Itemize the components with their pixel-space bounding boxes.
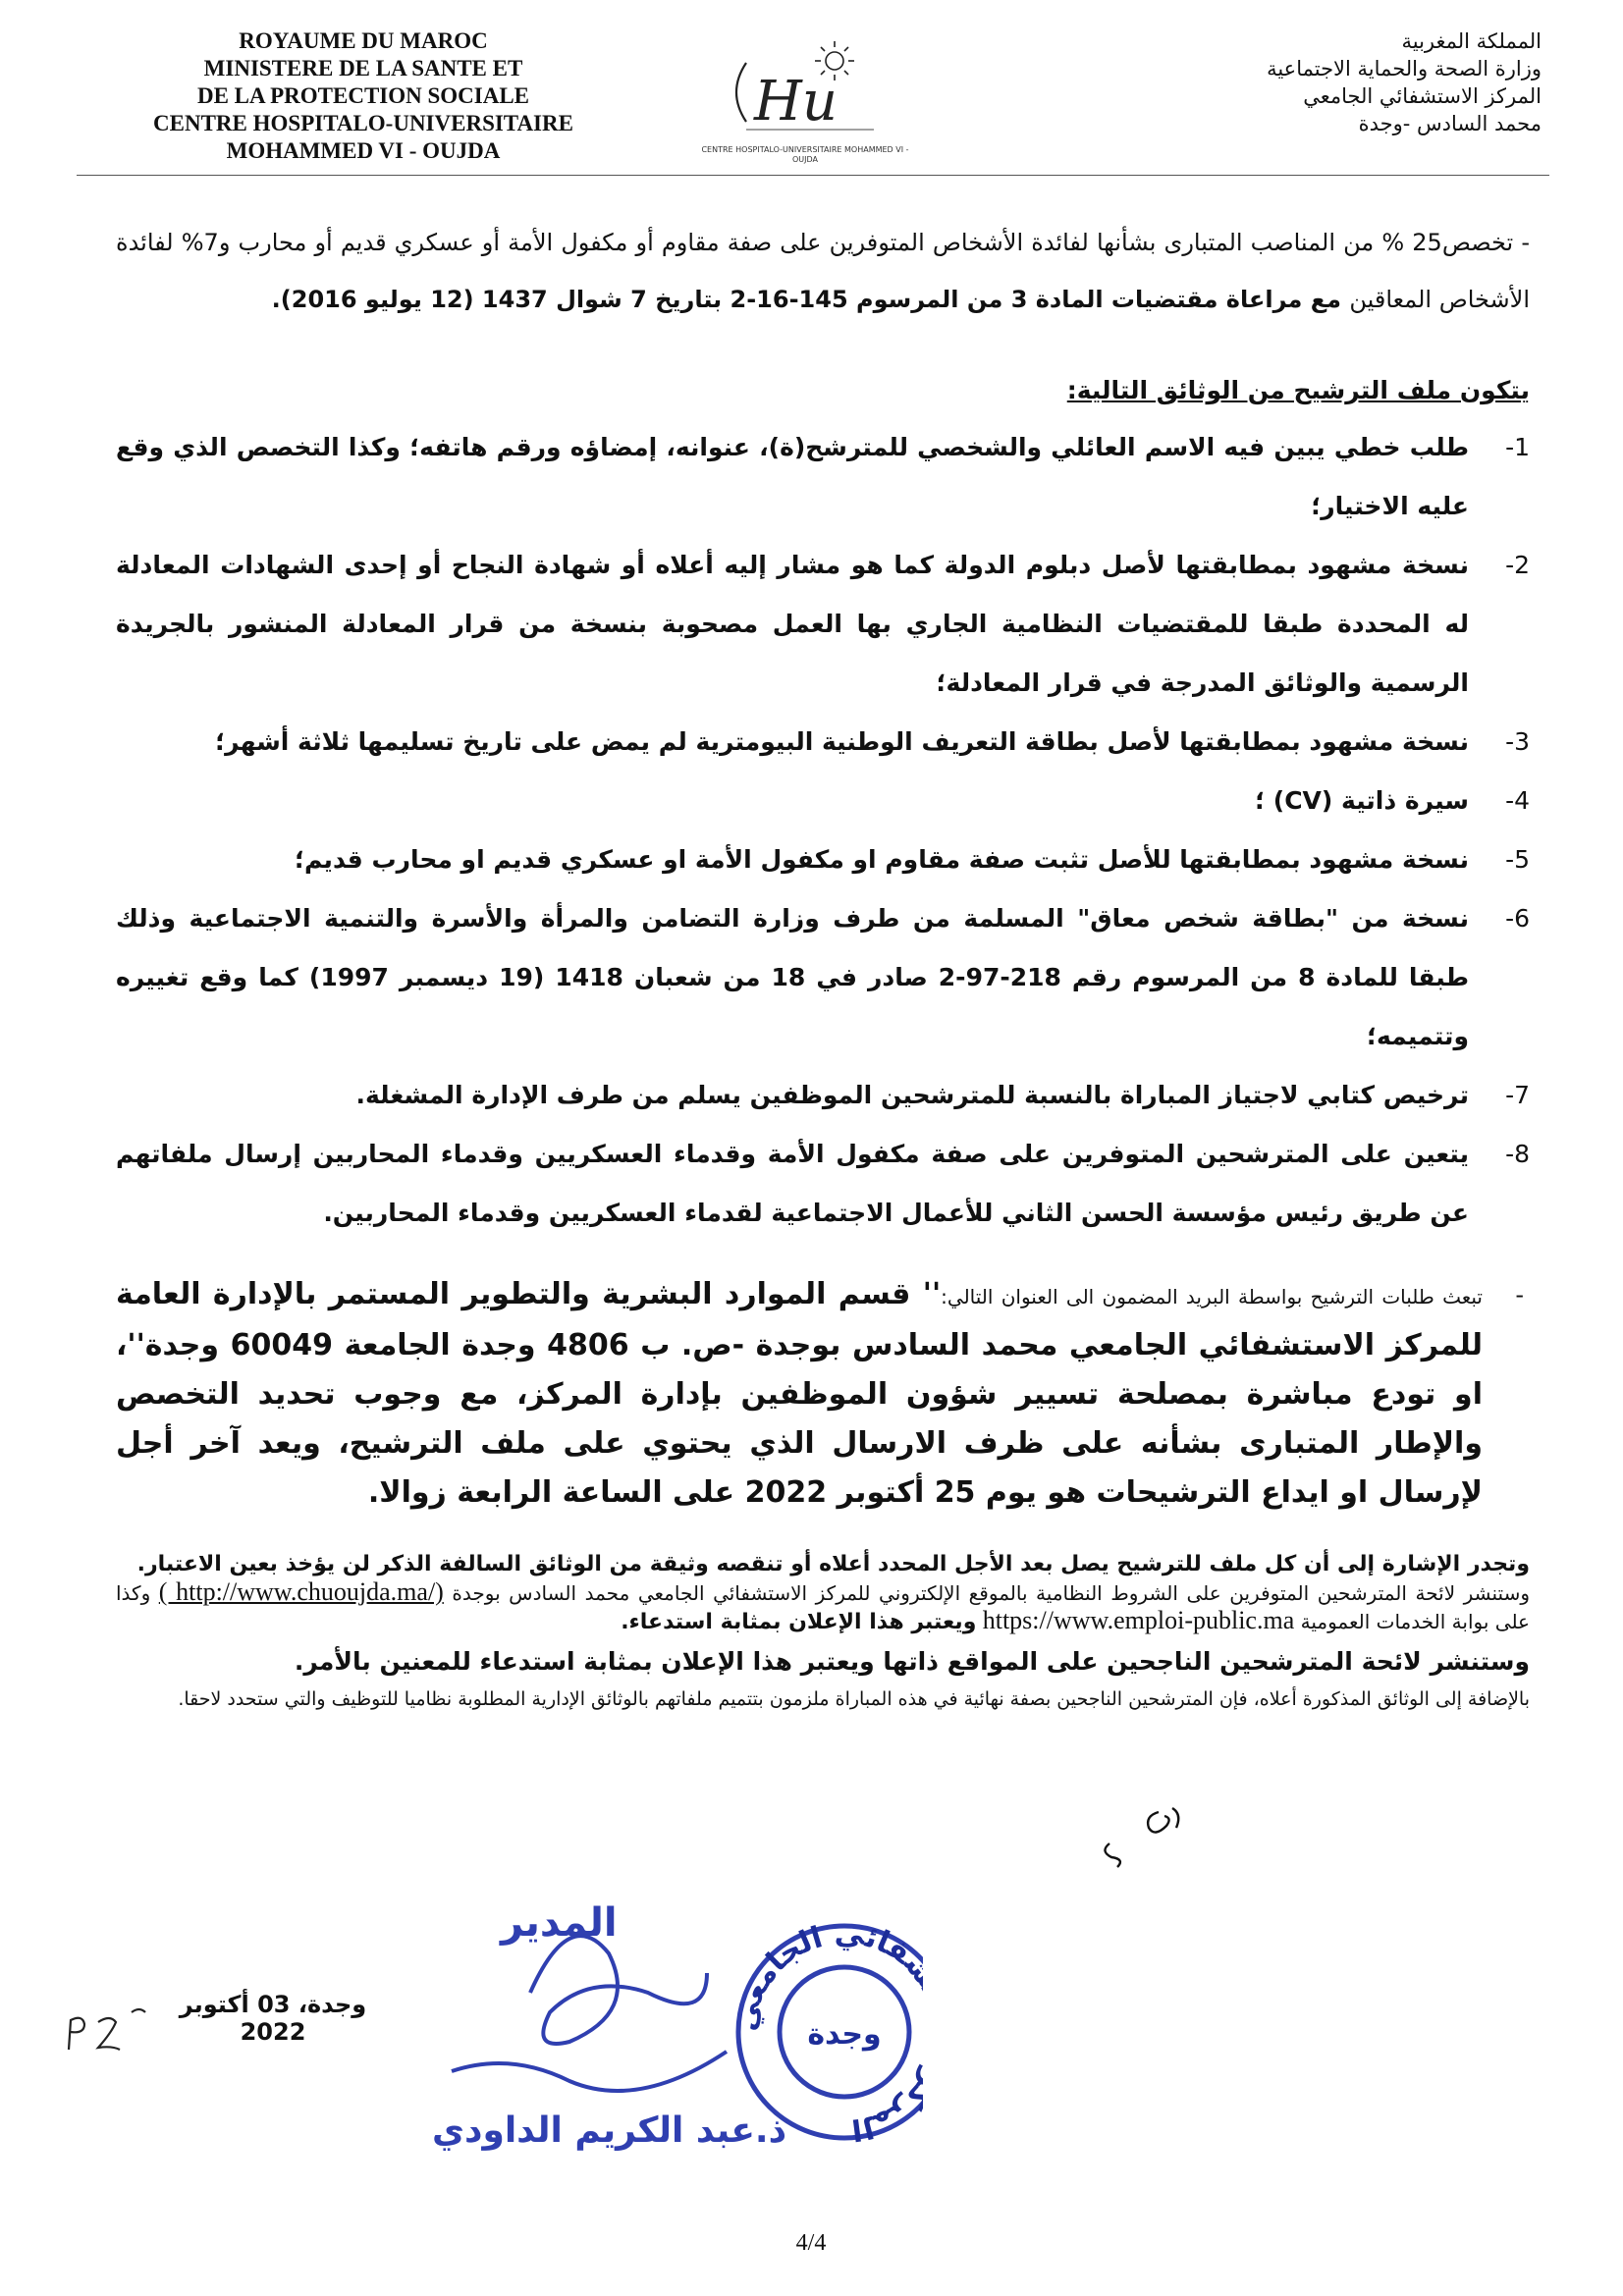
publication-text: وستنشر لائحة المترشحين المتوفرين على الشروط النظامية بالموقع الإلكتروني للمركز الاستشفائي الجامعي محمد السادس بوجدة [452,1581,1531,1605]
item-number: -2 [1505,551,1530,579]
document-item [116,1066,1530,1125]
document-date: وجدة، 03 أكتوبر 2022 [179,1991,367,2046]
quota-text: - تخصص25 % من المناصب المتبارى بشأنها لفائدة الأشخاص المتوفرين على صفة مقاوم أو مكفول الأمة أو عسكري قديم أو محارب و7% لفائدة الأشخاص المعاقين [116,229,1530,313]
header-divider [77,175,1549,176]
item-number: -1 [1505,433,1530,461]
header-french [88,27,638,165]
submission-address: '' قسم الموارد البشرية والتطوير المستمر بالإدارة العامة للمركز الاستشفائي الجامعي محمد السادس بوجدة -ص. ب 4806 وجدة الجامعة 60049 وجدة''، او تودع مباشرة بمصلحة تسيير شؤون الموظفين بإدارة المركز، مع وجوب تحديد التخصص والإطار المتبارى بشأنه على ظرف الارسال الذي يحتوي على ملف الترشيح، ويعد آخر أجل لإرسال او ايداع الترشيحات هو يوم 25 أكتوبر 2022 على الساعة الرابعة زوالا. [116,1277,1484,1510]
late-file-warning: وتجدر الإشارة إلى أن كل ملف للترشيح يصل بعد الأجل المحدد أعلاه أو تنقصه وثيقة من الوثائق السالفة الذكر لن يؤخذ بعين الاعتبار. [136,1552,1530,1576]
quota-paragraph [116,214,1530,328]
item-number: -7 [1505,1081,1530,1109]
header-fr-line-4: CENTRE HOSPITALO-UNIVERSITAIRE [153,111,573,135]
document-item [116,418,1530,536]
item-number: -6 [1505,904,1530,933]
quota-decree-reference: مع مراعاة مقتضيات المادة 3 من المرسوم 145-16-2 بتاريخ 7 شوال 1437 (12 يوليو 2016). [271,286,1350,313]
notes-block [116,1551,1530,1636]
handwritten-initials [1090,1800,1208,1879]
logo-caption: CENTRE HOSPITALO-UNIVERSITAIRE MOHAMMED VI - OUJDA [701,145,909,164]
document-item [116,536,1530,713]
document-item [116,772,1530,830]
item-number: -4 [1505,786,1530,815]
header-ar-line-1: المملكة المغربية [1401,29,1542,53]
header-ar-line-3: المركز الاستشفائي الجامعي [1303,84,1542,108]
documents-list [116,418,1530,1243]
logo-wordmark: Hu [754,70,838,133]
header-fr-line-2: MINISTERE DE LA SANTE ET [203,56,523,80]
submission-lead: تبعث طلبات الترشيح بواسطة البريد المضمون الى العنوان التالي: [941,1285,1483,1308]
document-item [116,713,1530,772]
header-fr-line-1: ROYAUME DU MAROC [239,28,488,53]
convocation-note: ويعتبر هذا الإعلان بمثابة استدعاء. [621,1610,977,1634]
header-fr-line-5: MOHAMMED VI - OUJDA [226,138,501,163]
final-admin-note: بالإضافة إلى الوثائق المذكورة أعلاه، فإن المترشحين الناجحين بصفة نهائية في هذه المباراة ملزمون بتتميم ملفاتهم بالوثائق الإدارية المطلوبة نظاميا للتوظيف والتي ستحدد لاحقا. [178,1688,1530,1710]
item-number: -5 [1505,845,1530,874]
signature-and-seal [412,1885,923,2179]
signer-name: ذ.عبد الكريم الداودي [432,2110,787,2151]
stamp-title: المدير [501,1900,618,1946]
item-text: نسخة مشهود بمطابقتها لأصل بطاقة التعريف الوطنية البيومترية لم يمض على تاريخ تسليمها ثلاثة أشهر؛ [215,727,1469,756]
item-text: نسخة من "بطاقة شخص معاق" المسلمة من طرف وزارة التضامن والمرأة والأسرة والتنمية الاجتماعية وذلك طبقا للمادة 8 من المرسوم رقم 218-97-2 صادر في 18 من شعبان 1418 (19 ديسمبر 1997) كما وقع تغييره وتتميمه؛ [116,904,1469,1050]
seal-city: وجدة [807,2017,882,2052]
item-text: طلب خطي يبين فيه الاسم العائلي والشخصي للمترشح(ة)، عنوانه، إمضاؤه ورقم هاتفه؛ وكذا التخصص الذي وقع عليه الاختيار؛ [116,433,1469,520]
header-fr-line-3: DE LA PROTECTION SOCIALE [196,83,530,108]
header-ar-line-2: وزارة الصحة والحماية الاجتماعية [1267,57,1542,80]
letterhead [59,24,1542,171]
item-text: نسخة مشهود بمطابقتها لأصل دبلوم الدولة كما هو مشار إليه أعلاه أو شهادة النجاح أو إحدى الشهادات المعادلة له المحددة طبقا للمقتضيات النظامية الجاري بها العمل مصحوبة بنسخة من قرار المعادلة المنشور بالجريدة الرسمية والوثائق المدرجة في قرار المعادلة؛ [116,551,1469,697]
page-number: 4/4 [795,2230,827,2256]
header-arabic [1070,27,1542,137]
item-text: نسخة مشهود بمطابقتها للأصل تثبت صفة مقاوم او مكفول الأمة او عسكري قديم او محارب قديم؛ [294,845,1469,874]
publication-note [116,1578,1530,1636]
emploi-public-link[interactable]: https://www.emploi-public.ma [982,1606,1295,1634]
document-item [116,889,1530,1066]
item-text: يتعين على المترشحين المتوفرين على صفة مكفول الأمة وقدماء العسكريين وقدماء المحاربين إرسال ملفاتهم عن طريق رئيس مؤسسة الحسن الثاني للأعمال الاجتماعية لقدماء العسكريين وقدماء المحاربين. [116,1140,1469,1227]
chu-website-link[interactable]: ( http://www.chuoujda.ma/) [158,1577,444,1606]
results-announcement: وستنشر لائحة المترشحين الناجحين على المواقع ذاتها ويعتبر هذا الإعلان بمثابة استدعاء للمعنين بالأمر. [294,1647,1530,1676]
item-text: ترخيص كتابي لاجتياز المباراة بالنسبة للمترشحين الموظفين يسلم من طرف الإدارة المشغلة. [355,1081,1469,1109]
document-item [116,830,1530,889]
submission-instructions: - تبعث طلبات الترشيح بواسطة البريد المضمون الى العنوان التالي:'' قسم الموارد البشرية والتطوير المستمر بالإدارة العامة للمركز الاستشفائي الجامعي محمد السادس بوجدة -ص. ب 4806 وجدة الجامعة 60049 وجدة''، او تودع مباشرة بمصلحة تسيير شؤون الموظفين بإدارة المركز، مع وجوب تحديد التخصص والإطار المتبارى بشأنه على ظرف الارسال الذي يحتوي على ملف الترشيح، ويعد آخر أجل لإرسال او ايداع الترشيحات هو يوم 25 أكتوبر 2022 على الساعة الرابعة زوالا. [116,1277,1524,1510]
portal-text: وكذا على بوابة الخدمات العمومية [116,1581,1530,1633]
documents-section-title: يتكون ملف الترشيح من الوثائق التالية: [1066,376,1530,404]
document-body [116,214,1530,1713]
item-text: سيرة ذاتية (CV) ؛ [1255,786,1469,815]
item-number: -8 [1505,1140,1530,1168]
seal-graphic [412,1885,923,2179]
header-ar-line-4: محمد السادس -وجدة [1358,112,1542,135]
item-number: -3 [1505,727,1530,756]
document-item [116,1125,1530,1243]
seal-ring-text: المر الاستشفائي الجامعي [729,1916,923,2147]
